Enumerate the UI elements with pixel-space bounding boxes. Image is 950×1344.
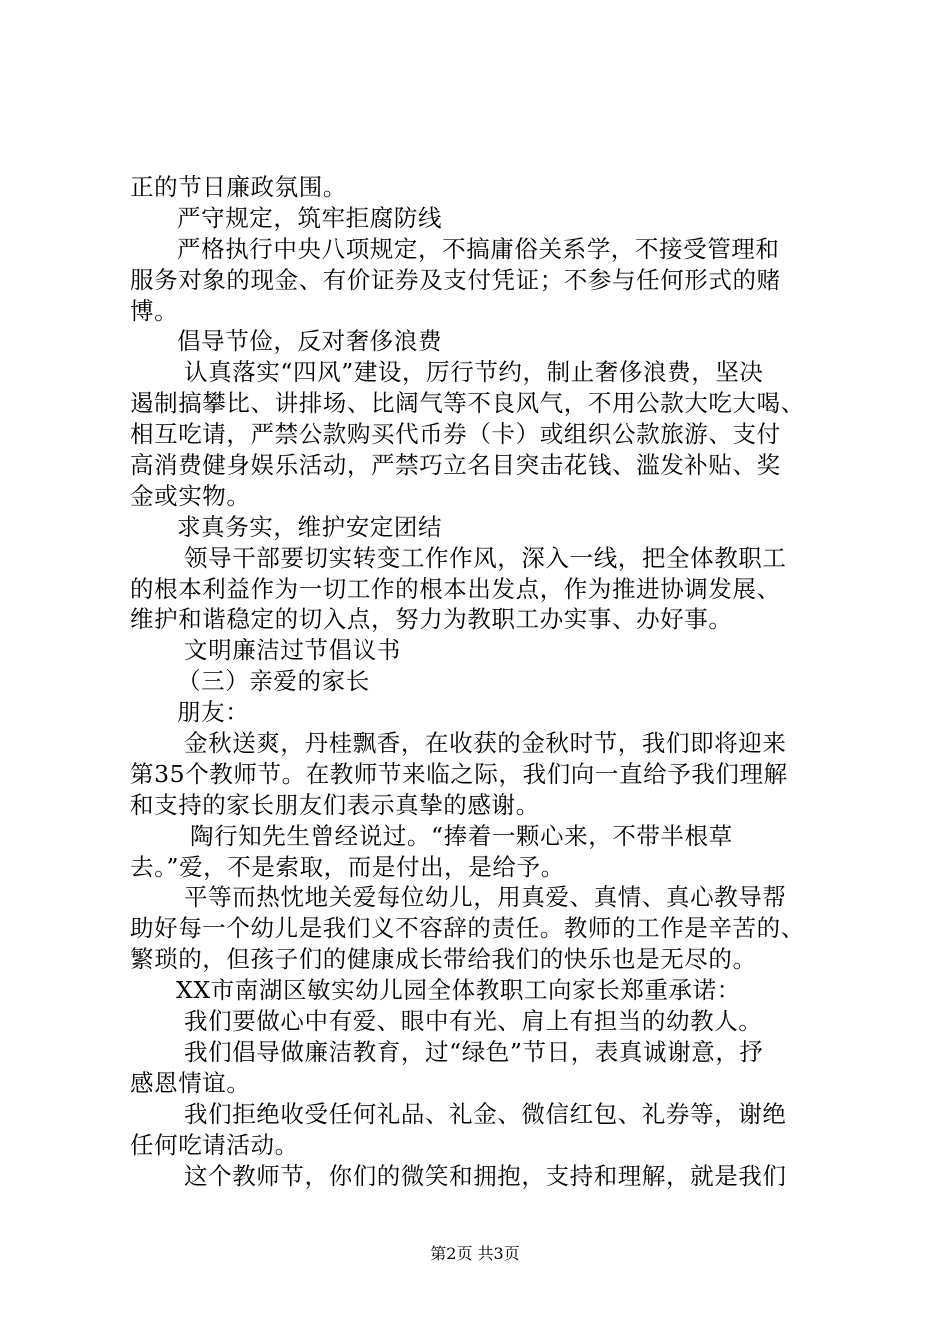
text-line: 维护和谐稳定的切入点，努力为教职工办实事、办好事。 bbox=[130, 605, 733, 634]
text-line: 严格执行中央八项规定，不搞庸俗关系学，不接受管理和 bbox=[177, 234, 780, 263]
text-line: 的根本利益作为一切工作的根本出发点，作为推进协调发展、 bbox=[130, 574, 781, 603]
text-line: 认真落实“四风”建设，厉行节约，制止奢侈浪费，坚决 bbox=[184, 358, 764, 387]
section-heading: 求真务实，维护安定团结 bbox=[177, 512, 443, 541]
text-line: 金秋送爽，丹桂飘香，在收获的金秋时节，我们即将迎来 bbox=[184, 729, 787, 758]
text-line: 遏制搞攀比、讲排场、比阔气等不良风气，不用公款大吃大喝、 bbox=[130, 389, 805, 418]
text-line: 我们拒绝收受任何礼品、礼金、微信红包、礼券等，谢绝 bbox=[184, 1099, 787, 1128]
text-line: 正的节日廉政氛围。 bbox=[130, 173, 347, 201]
text-line: 金或实物。 bbox=[130, 481, 251, 510]
text-line: 博。 bbox=[130, 296, 179, 325]
text-line: 我们倡导做廉洁教育，过“绿色”节日，表真诚谢意，抒 bbox=[184, 1037, 764, 1066]
text-line: 陶行知先生曾经说过。“捧着一颗心来，不带半根草 bbox=[190, 821, 733, 850]
page-footer: 第2页 共3页 bbox=[430, 1244, 520, 1263]
text-line: 任何吃请活动。 bbox=[130, 1130, 299, 1159]
salutation: 朋友： bbox=[177, 698, 250, 727]
text-line: 繁琐的，但孩子们的健康成长带给我们的快乐也是无尽的。 bbox=[130, 945, 757, 974]
text-line: 服务对象的现金、有价证券及支付凭证；不参与任何形式的赌 bbox=[130, 265, 781, 294]
text-line: 和支持的家长朋友们表示真挚的感谢。 bbox=[130, 790, 540, 819]
text-line: 相互吃请，严禁公款购买代币券（卡）或组织公款旅游、支付 bbox=[130, 420, 781, 449]
text-line: 高消费健身娱乐活动，严禁巧立名目突击花钱、滥发补贴、奖 bbox=[130, 451, 781, 480]
text-line: 我们要做心中有爱、眼中有光、肩上有担当的幼教人。 bbox=[184, 1007, 763, 1036]
text-line: 平等而热忱地关爱每位幼儿，用真爱、真情、真心教导帮 bbox=[184, 883, 787, 912]
section-heading: 严守规定，筑牢拒腐防线 bbox=[177, 203, 443, 232]
text-line: 感恩情谊。 bbox=[130, 1068, 251, 1097]
text-line: XX市南湖区敏实幼儿园全体教职工向家长郑重承诺： bbox=[176, 976, 741, 1005]
section-heading: （三）亲爱的家长 bbox=[177, 667, 370, 696]
document-body bbox=[130, 172, 835, 1191]
text-line: 助好每一个幼儿是我们义不容辞的责任。教师的工作是辛苦的、 bbox=[130, 914, 805, 943]
text-line: 第35个教师节。在教师节来临之际，我们向一直给予我们理解 bbox=[130, 759, 788, 788]
section-heading: 倡导节俭，反对奢侈浪费 bbox=[177, 327, 443, 356]
section-heading: 文明廉洁过节倡议书 bbox=[184, 636, 401, 665]
text-line: 去。”爱，不是索取，而是付出，是给予。 bbox=[130, 852, 565, 881]
text-line: 领导干部要切实转变工作作风，深入一线，把全体教职工 bbox=[184, 543, 787, 572]
text-line: 这个教师节，你们的微笑和拥抱，支持和理解，就是我们 bbox=[184, 1161, 787, 1190]
